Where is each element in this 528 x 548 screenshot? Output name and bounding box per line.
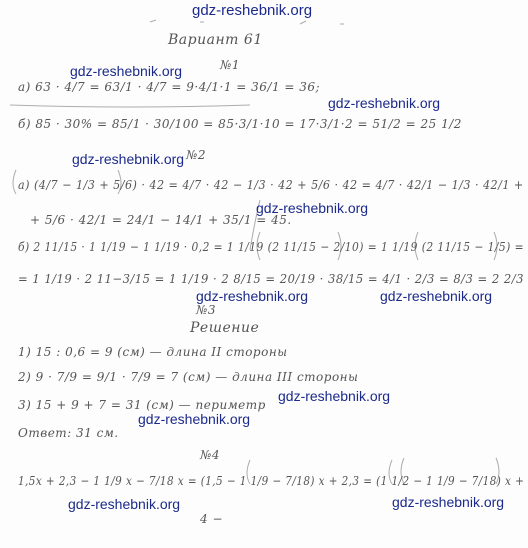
watermark: gdz-reshebnik.org — [192, 2, 313, 19]
watermark: gdz-reshebnik.org — [328, 95, 441, 111]
task2-part-a-line2: + 5/6 · 42/1 = 24/1 − 14/1 + 35/1 = 45. — [30, 213, 292, 227]
task2-label: №2 — [186, 148, 206, 162]
watermark: gdz-reshebnik.org — [70, 63, 183, 79]
task3-label: №3 — [196, 303, 216, 317]
task4-line1: 1,5x + 2,3 − 1 1/9 x − 7/18 x = (1,5 − 1 1/9 − 7/18) x + 2,3 = (1 1/2 − 1 1/9 − 7/18) x + — [18, 474, 525, 488]
solution-heading: Решение — [190, 320, 260, 336]
task1-part-b: б) 85 · 30% = 85/1 · 30/100 = 85·3/1·10 = 17·3/1·2 = 51/2 = 25 1/2 — [18, 117, 462, 131]
watermark: gdz-reshebnik.org — [196, 288, 309, 304]
watermark: gdz-reshebnik.org — [72, 151, 185, 167]
task3-step3: 3) 15 + 9 + 7 = 31 (см) — периметр — [18, 398, 266, 412]
task2-part-b-line1: б) 2 11/15 · 1 1/19 − 1 1/19 · 0,2 = 1 1/19 (2 11/15 − 2/10) = 1 1/19 (2 11/15 − 1/5) = — [18, 240, 524, 254]
task2-part-a-line1: а) (4/7 − 1/3 + 5/6) · 42 = 4/7 · 42 − 1/3 · 42 + 5/6 · 42 = 4/7 · 42/1 − 1/3 · 42/1 + — [18, 178, 524, 192]
task1-part-a: а) 63 · 4/7 = 63/1 · 4/7 = 9·4/1·1 = 36/1 = 36; — [18, 80, 321, 94]
watermark: gdz-reshebnik.org — [392, 494, 505, 510]
task4-label: №4 — [200, 448, 220, 462]
task4-line2: 4 − — [200, 512, 224, 526]
task2-part-b-line2: = 1 1/19 · 2 11−3/15 = 1 1/19 · 2 8/15 = 20/19 · 38/15 = 4/1 · 2/3 = 8/3 = 2 2/3 — [18, 272, 524, 286]
watermark: gdz-reshebnik.org — [138, 411, 251, 427]
task1-label: №1 — [220, 58, 240, 72]
task3-step1: 1) 15 : 0,6 = 9 (см) — длина II стороны — [18, 345, 288, 359]
watermark: gdz-reshebnik.org — [380, 288, 493, 304]
watermark: gdz-reshebnik.org — [278, 388, 391, 404]
watermark: gdz-reshebnik.org — [68, 496, 181, 512]
task3-step2: 2) 9 · 7/9 = 9/1 · 7/9 = 7 (см) — длина III стороны — [18, 370, 359, 384]
watermark: gdz-reshebnik.org — [256, 200, 369, 216]
task3-answer: Ответ: 31 см. — [18, 426, 119, 440]
variant-title: Вариант 61 — [168, 32, 263, 48]
